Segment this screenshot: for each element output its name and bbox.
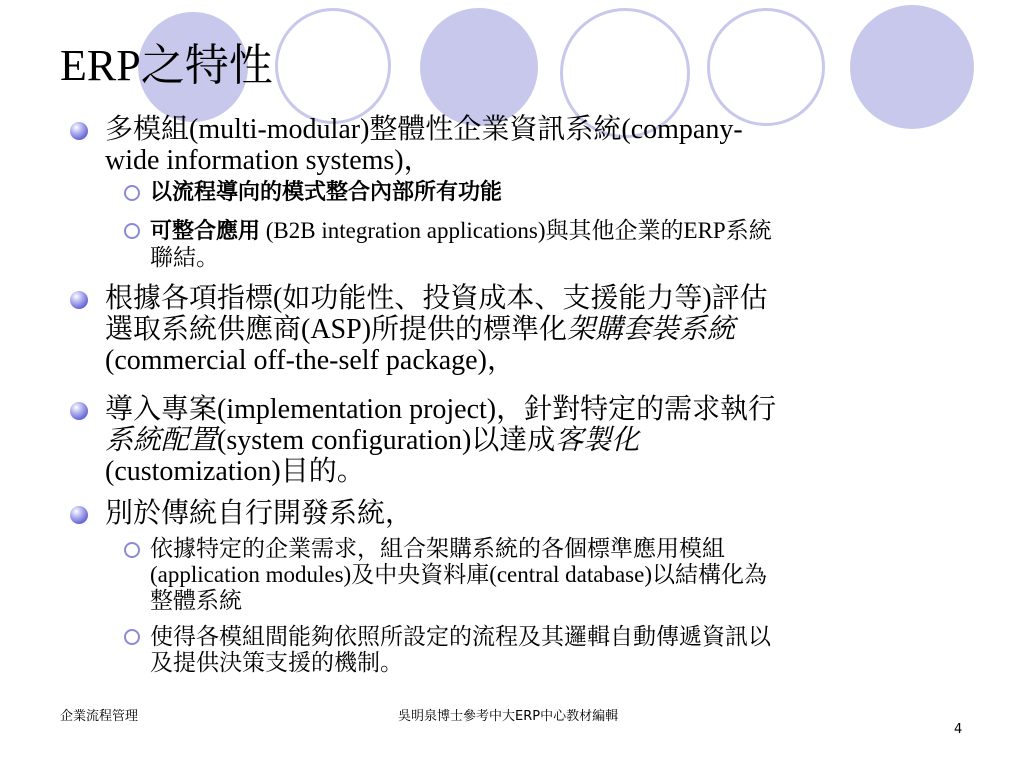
bullet-italic-text: 架購套裝系統 — [567, 314, 736, 345]
bullet-icon — [70, 506, 88, 524]
slide-title: ERP之特性 — [60, 41, 273, 90]
page-number: 4 — [954, 722, 963, 737]
sub-bullet-line: 聯結。 — [150, 245, 219, 270]
bullet-italic-text: 系統配置 — [105, 425, 218, 456]
sub-bullet-text: (B2B integration applications)與其他企業的ERP系統 — [260, 218, 772, 243]
sub-bullet-line: 使得各模組間能夠依照所設定的流程及其邏輯自動傳遞資訊以 — [150, 624, 771, 649]
sub-bullet-line: (application modules)及中央資料庫(central database)以結構化為 — [150, 562, 768, 587]
sub-bullet-bold-text: 可整合應用 — [150, 219, 261, 244]
decorative-circle — [707, 8, 825, 126]
sub-bullet-item — [150, 536, 935, 614]
footer-center-text: 吳明泉博士參考中大ERP中心教材編輯 — [398, 709, 619, 724]
bullet-text: 選取系統供應商(ASP)所提供的標準化 — [105, 314, 568, 345]
bullet-line: 根據各項指標(如功能性、投資成本、支援能力等)評估 — [105, 283, 768, 314]
bullet-italic-text: 客製化 — [555, 425, 640, 456]
sub-bullet-line: 及提供決策支援的機制。 — [150, 650, 403, 675]
sub-bullet-item — [150, 218, 935, 271]
bullet-item — [105, 394, 935, 487]
sub-bullet-icon — [124, 185, 140, 201]
sub-bullet-icon — [124, 629, 140, 645]
sub-bullet-item: 以流程導向的模式整合內部所有功能 — [150, 180, 503, 205]
bullet-item — [105, 498, 935, 529]
footer-left-text: 企業流程管理 — [60, 709, 139, 724]
decorative-circle — [420, 8, 538, 126]
sub-bullet-line: 整體系統 — [150, 588, 242, 613]
bullet-icon — [70, 402, 88, 420]
sub-bullet-item — [150, 624, 935, 676]
bullet-line: 別於傳統自行開發系統， — [105, 498, 414, 529]
bullet-item — [105, 114, 935, 176]
sub-bullet-line: 依據特定的企業需求，組合架購系統的各個標準應用模組 — [150, 536, 725, 561]
bullet-line: 導入專案(implementation project)，針對特定的需求執行 — [105, 394, 777, 425]
sub-bullet-icon — [124, 542, 140, 558]
bullet-icon — [70, 291, 88, 309]
decorative-circle — [275, 8, 391, 124]
bullet-icon — [70, 122, 88, 140]
sub-bullet-icon — [124, 223, 140, 239]
decorative-circle — [850, 5, 974, 129]
bullet-line: 多模組(multi-modular)整體性企業資訊系統(company- — [105, 114, 743, 145]
bullet-line: (customization)目的。 — [105, 456, 365, 487]
bullet-item — [105, 283, 935, 376]
bullet-line: wide information systems)， — [105, 145, 432, 176]
bullet-line: (commercial off-the-self package)， — [105, 345, 515, 376]
bullet-text: (system configuration)以達成 — [217, 425, 556, 456]
